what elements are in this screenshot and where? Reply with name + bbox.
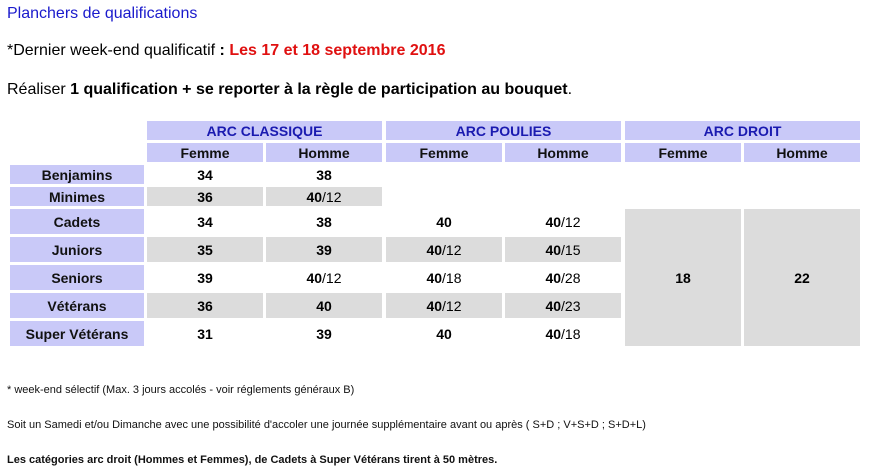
cell-subvalue: /28: [561, 269, 581, 286]
cell-cadets-poulies-homme: [505, 209, 621, 234]
cell-value: 40: [545, 269, 562, 286]
page-title: Planchers de qualifications: [7, 5, 198, 22]
cell-seniors-classique-femme: 39: [197, 269, 213, 286]
cell-veterans-poulies-femme: [386, 293, 502, 318]
cell-value: 40: [306, 269, 323, 286]
group-header-poulies: ARC POULIES: [386, 121, 621, 140]
cell-droit-homme: 22: [744, 209, 860, 346]
cell-value: 40: [426, 269, 443, 286]
cell-subvalue: /23: [561, 297, 581, 314]
cell-value: 40: [545, 325, 562, 342]
cell-value: 40: [426, 297, 443, 314]
cell-super-veterans-classique-homme: 39: [316, 325, 332, 342]
cell-minimes-classique-homme: [266, 187, 382, 206]
row-label-veterans: Vétérans: [10, 293, 144, 318]
cell-subvalue: /18: [442, 269, 462, 286]
cell-cadets-classique-homme: 38: [316, 213, 332, 230]
cell-super-veterans-poulies-femme: 40: [436, 325, 452, 342]
cell-seniors-poulies-homme: [505, 265, 621, 290]
cell-super-veterans-classique-femme: 31: [197, 325, 213, 342]
cell-veterans-classique-femme: 36: [147, 293, 263, 318]
cell-super-veterans-poulies-homme: [505, 321, 621, 346]
cell-subvalue: /12: [322, 269, 342, 286]
cell-value: 40: [426, 241, 443, 258]
row-label-minimes: Minimes: [10, 187, 144, 206]
last-weekend-prefix: *Dernier week-end qualificatif: [7, 42, 216, 59]
last-weekend-line: [7, 42, 445, 60]
row-label-juniors: Juniors: [10, 237, 144, 262]
cell-veterans-classique-homme: 40: [266, 293, 382, 318]
cell-subvalue: /12: [561, 213, 581, 230]
cell-value: 40: [545, 241, 562, 258]
subheader-poulies-homme: Homme: [505, 143, 621, 162]
row-label-cadets: Cadets: [10, 209, 144, 234]
cell-subvalue: /12: [442, 241, 462, 258]
subheader-classique-homme: Homme: [266, 143, 382, 162]
subheader-droit-homme: Homme: [744, 143, 860, 162]
group-header-droit: ARC DROIT: [625, 121, 860, 140]
note-distance: Les catégories arc droit (Hommes et Femmes), de Cadets à Super Vétérans tirent à 50 mètres.: [7, 454, 498, 466]
note-selective: * week-end sélectif (Max. 3 jours accolés - voir réglements généraux B): [7, 384, 355, 396]
last-weekend-dates: Les 17 et 18 septembre 2016: [229, 42, 446, 59]
subheader-poulies-femme: Femme: [386, 143, 502, 162]
cell-benjamins-classique-homme: 38: [316, 166, 332, 183]
cell-seniors-poulies-femme: [386, 265, 502, 290]
row-label-seniors: Seniors: [10, 265, 144, 290]
cell-value: 40: [545, 297, 562, 314]
cell-veterans-poulies-homme: [505, 293, 621, 318]
rule-pre: Réaliser: [7, 81, 71, 98]
cell-value: 40: [306, 188, 323, 205]
row-label-super-veterans: Super Vétérans: [10, 321, 144, 346]
cell-juniors-classique-femme: 35: [147, 237, 263, 262]
cell-value: 40: [545, 213, 562, 230]
rule-bold: 1 qualification + se reporter à la règle de participation au bouquet: [70, 81, 568, 98]
cell-minimes-classique-femme: 36: [147, 187, 263, 206]
cell-juniors-classique-homme: 39: [266, 237, 382, 262]
cell-seniors-classique-homme: [266, 265, 382, 290]
row-label-benjamins: Benjamins: [10, 165, 144, 184]
rule-post: .: [567, 81, 573, 98]
subheader-classique-femme: Femme: [147, 143, 263, 162]
cell-subvalue: /12: [442, 297, 462, 314]
group-header-classique: ARC CLASSIQUE: [147, 121, 382, 140]
last-weekend-sep: :: [215, 42, 230, 59]
rule-line: [7, 81, 572, 99]
cell-droit-femme: 18: [625, 209, 741, 346]
note-possibility: Soit un Samedi et/ou Dimanche avec une possibilité d'accoler une journée supplémentaire avant ou après ( S+D ; V+S+D ; S+D+L): [7, 419, 646, 431]
cell-benjamins-classique-femme: 34: [197, 166, 213, 183]
cell-subvalue: /15: [561, 241, 581, 258]
cell-cadets-poulies-femme: 40: [436, 213, 452, 230]
cell-subvalue: /18: [561, 325, 581, 342]
cell-juniors-poulies-femme: [386, 237, 502, 262]
cell-subvalue: /12: [322, 188, 342, 205]
cell-cadets-classique-femme: 34: [197, 213, 213, 230]
subheader-droit-femme: Femme: [625, 143, 741, 162]
cell-juniors-poulies-homme: [505, 237, 621, 262]
